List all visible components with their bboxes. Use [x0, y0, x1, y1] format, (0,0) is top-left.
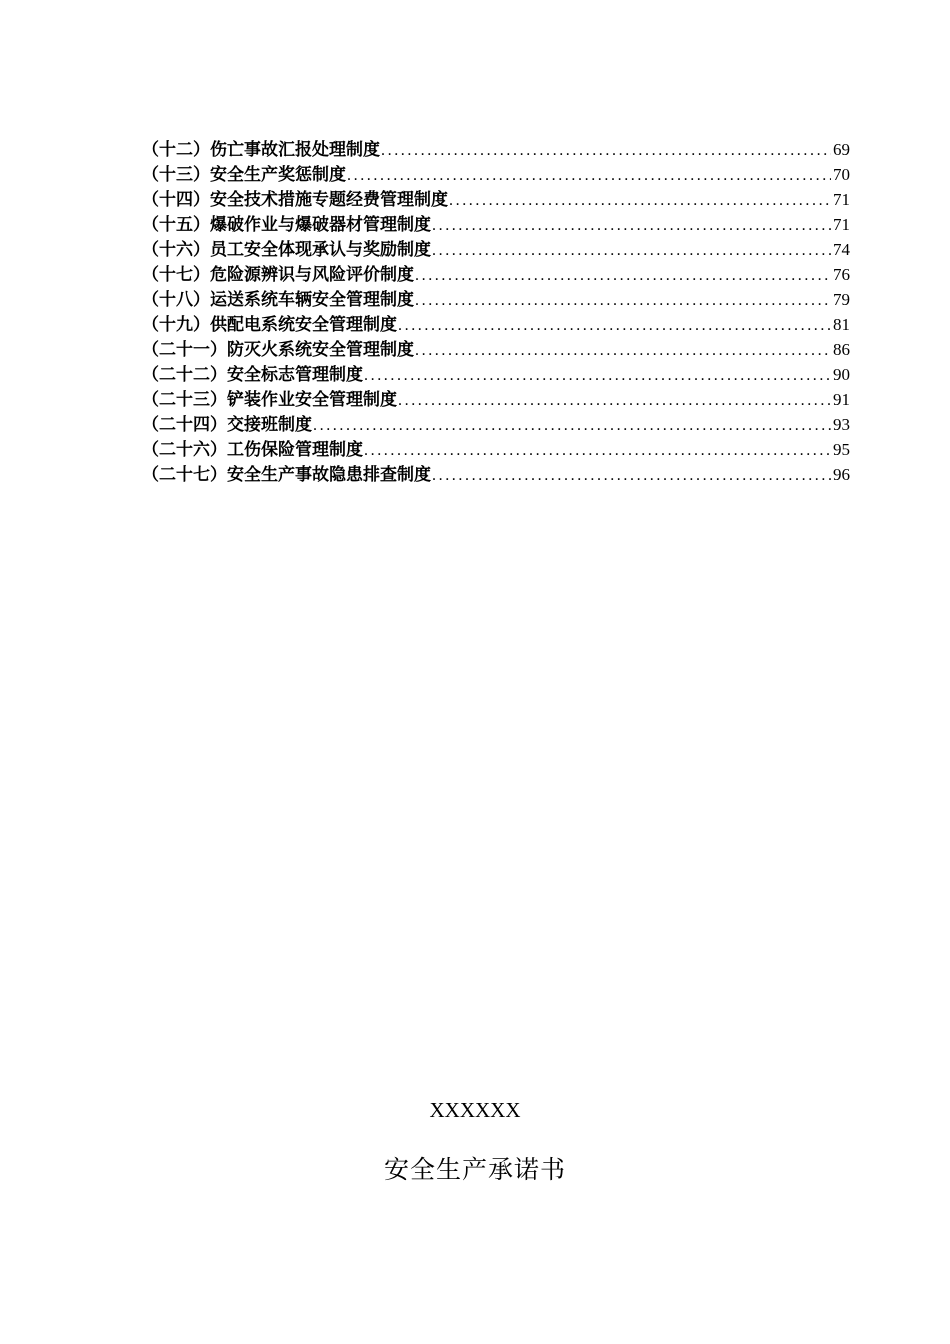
toc-leader-dots: [364, 438, 831, 463]
toc-leader-dots: [415, 288, 831, 313]
toc-leader-dots: [432, 238, 831, 263]
toc-entry-page: 74: [833, 240, 850, 259]
toc-entry-number: （二十一）: [142, 340, 227, 360]
toc-entry[interactable]: [142, 462, 850, 487]
toc-entry-page: 71: [833, 190, 850, 209]
toc-leader-dots: [415, 263, 831, 288]
toc-leader-dots: [398, 313, 831, 338]
document-title: 安全生产承诺书: [383, 1155, 566, 1184]
company-name: XXXXXX: [429, 1098, 521, 1122]
toc-entry-title: 安全生产事故隐患排查制度: [227, 465, 431, 485]
toc-entry-title: 工伤保险管理制度: [227, 440, 363, 460]
toc-entry[interactable]: [142, 362, 850, 387]
toc-entry[interactable]: [142, 437, 850, 462]
toc-entry-page: 91: [833, 390, 850, 409]
toc-entry-page: 95: [833, 440, 850, 459]
toc-entry[interactable]: [142, 337, 850, 362]
toc-leader-dots: [415, 338, 831, 363]
toc-entry[interactable]: [142, 162, 850, 187]
toc-entry[interactable]: [142, 287, 850, 312]
toc-leader-dots: [364, 363, 831, 388]
toc-leader-dots: [398, 388, 831, 413]
toc-entry-title: 安全标志管理制度: [227, 365, 363, 385]
toc-entry-page: 69: [833, 140, 850, 159]
toc-entry-page: 70: [833, 165, 850, 184]
toc-entry-number: （十八）: [142, 290, 210, 310]
toc-entry[interactable]: [142, 387, 850, 412]
toc-entry[interactable]: [142, 312, 850, 337]
toc-leader-dots: [449, 188, 831, 213]
toc-entry-title: 安全技术措施专题经费管理制度: [210, 190, 448, 210]
toc-leader-dots: [313, 413, 831, 438]
toc-leader-dots: [381, 138, 831, 163]
toc-entry-page: 79: [833, 290, 850, 309]
toc-entry-title: 防灭火系统安全管理制度: [227, 340, 414, 360]
toc-entry-title: 安全生产奖惩制度: [210, 165, 346, 185]
toc-entry-title: 危险源辨识与风险评价制度: [210, 265, 414, 285]
toc-entry-title: 爆破作业与爆破器材管理制度: [210, 215, 431, 235]
toc-entry-title: 铲装作业安全管理制度: [227, 390, 397, 410]
toc-entry-number: （十五）: [142, 215, 210, 235]
toc-entry-page: 93: [833, 415, 850, 434]
toc-entry[interactable]: [142, 412, 850, 437]
toc-entry-number: （十七）: [142, 265, 210, 285]
toc-entry-number: （二十二）: [142, 365, 227, 385]
toc-entry-page: 90: [833, 365, 850, 384]
toc-entry[interactable]: [142, 212, 850, 237]
toc-entry-title: 供配电系统安全管理制度: [210, 315, 397, 335]
toc-entry[interactable]: [142, 237, 850, 262]
toc-entry-number: （二十七）: [142, 465, 227, 485]
toc-leader-dots: [432, 213, 831, 238]
toc-entry[interactable]: [142, 187, 850, 212]
toc-entry-number: （二十四）: [142, 415, 227, 435]
toc-entry[interactable]: [142, 262, 850, 287]
toc-entry-page: 71: [833, 215, 850, 234]
toc-entry-title: 交接班制度: [227, 415, 312, 435]
toc-entry-number: （二十六）: [142, 440, 227, 460]
toc-entry-number: （二十三）: [142, 390, 227, 410]
toc-entry-title: 伤亡事故汇报处理制度: [210, 140, 380, 160]
toc-entry-page: 86: [833, 340, 850, 359]
toc-leader-dots: [347, 163, 831, 188]
toc-entry-number: （十四）: [142, 190, 210, 210]
toc-entry-title: 运送系统车辆安全管理制度: [210, 290, 414, 310]
toc-entry-page: 81: [833, 315, 850, 334]
toc-leader-dots: [432, 463, 831, 488]
toc-entry-page: 76: [833, 265, 850, 284]
toc-entry-number: （十六）: [142, 240, 210, 260]
table-of-contents: [142, 137, 850, 487]
toc-entry[interactable]: [142, 137, 850, 162]
toc-entry-number: （十三）: [142, 165, 210, 185]
toc-entry-page: 96: [833, 465, 850, 484]
toc-entry-title: 员工安全体现承认与奖励制度: [210, 240, 431, 260]
toc-entry-number: （十二）: [142, 140, 210, 160]
toc-entry-number: （十九）: [142, 315, 210, 335]
